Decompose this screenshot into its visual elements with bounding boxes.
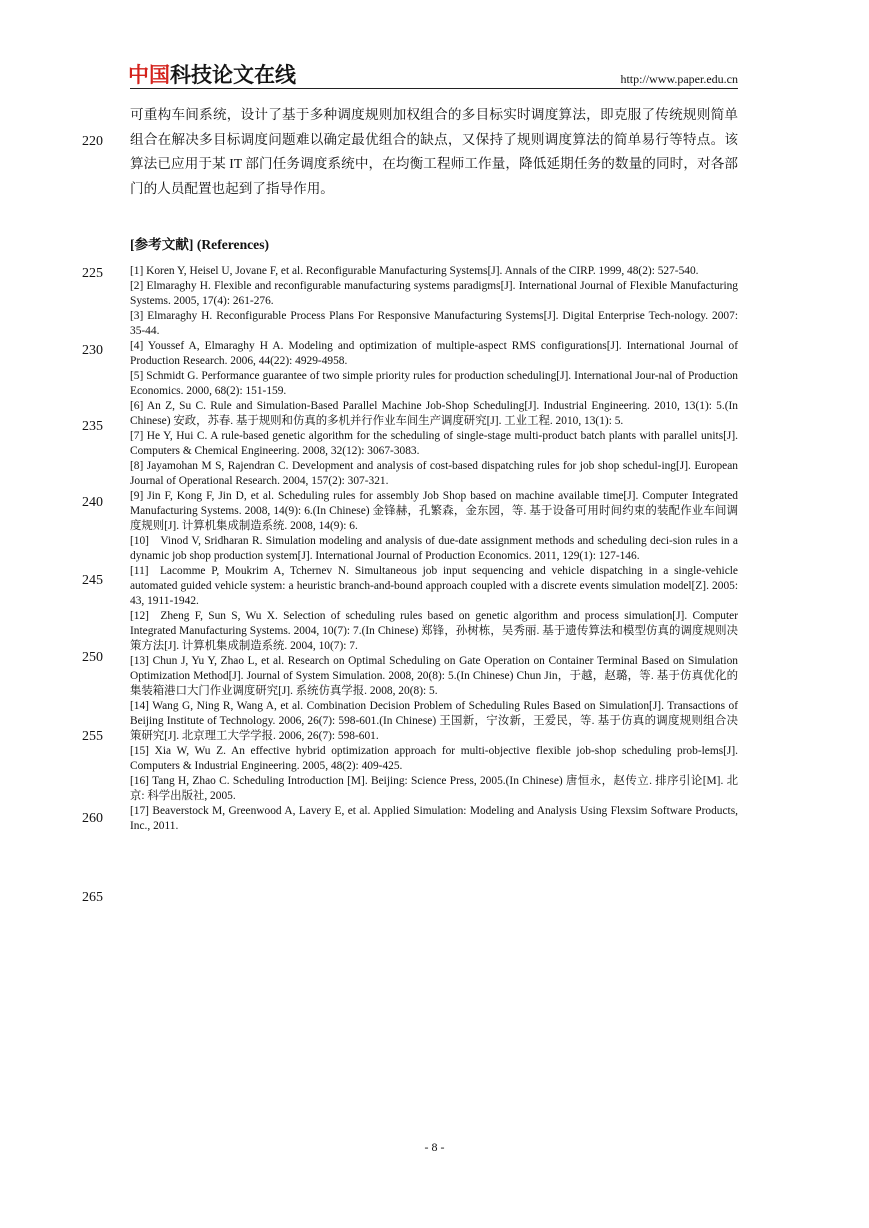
reference-item: [13] Chun J, Yu Y, Zhao L, et al. Research on Optimal Scheduling on Gate Operation on Container Terminal Based on Simulation Optimization Method[J]. Journal of System Simulation. 2008, 20(8): 5.(In Chinese) Chun Jin，于越，赵璐，等. 基于仿真优化的集装箱港口大门作业调度研究[J]. 系统仿真学报. 2008, 20(8): 5. [130,655,738,697]
line-number: 265 [82,890,103,905]
header-url[interactable]: http://www.paper.edu.cn [620,72,738,86]
reference-item: [4] Youssef A, Elmaraghy H A. Modeling and optimization of multiple-aspect RMS configurations[J]. International Journal of Production Research. 2006, 44(22): 4929-4958. [130,340,738,367]
line-number: 225 [82,266,103,281]
reference-item: [2] Elmaraghy H. Flexible and reconfigurable manufacturing systems paradigms[J]. International Journal of Flexible Manufacturing Systems. 2005, 17(4): 261-276. [130,280,738,307]
reference-item: [12] Zheng F, Sun S, Wu X. Selection of scheduling rules based on genetic algorithm and process simulation[J]. Computer Integrated Manufacturing Systems. 2004, 10(7): 7.(In Chinese) 郑锋，孙树栋，吴秀丽. 基于遗传算法和模型仿真的调度规则决策方法[J]. 计算机集成制造系统. 2004, 10(7): 7. [130,610,738,652]
line-number: 260 [82,811,103,826]
references-heading: [参考文献] (References) [130,237,270,252]
references-list [130,264,738,834]
line-number: 240 [82,495,103,510]
header-rule [130,88,738,89]
reference-item: [10] Vinod V, Sridharan R. Simulation modeling and analysis of due-date assignment methods and scheduling deci-sion rules in a dynamic job shop production system[J]. International Journal of Production Economics. 2011, 129(1): 127-146. [130,535,738,562]
reference-item: [5] Schmidt G. Performance guarantee of two simple priority rules for production scheduling[J]. International Jour-nal of Production Economics. 2000, 68(2): 151-159. [130,370,738,397]
reference-item: [3] Elmaraghy H. Reconfigurable Process Plans For Responsive Manufacturing Systems[J]. Digital Enterprise Tech-nology. 2007: 35-44. [130,310,738,337]
body-paragraph: 可重构车间系统，设计了基于多种调度规则加权组合的多目标实时调度算法，即克服了传统规则简单组合在解决多目标调度问题难以确定最优组合的缺点，又保持了规则调度算法的简单易行等特点。该算法已应用于某 IT 部门任务调度系统中，在均衡工程师工作量，降低延期任务的数量的同时，对各部门的人员配置也起到了指导作用。 [130,107,738,197]
reference-item: [8] Jayamohan M S, Rajendran C. Development and analysis of cost-based dispatching rules for job shop schedul-ing[J]. European Journal of Operational Research. 2004, 157(2): 307-321. [130,460,738,487]
reference-item: [7] He Y, Hui C. A rule-based genetic algorithm for the scheduling of single-stage multi-product batch plants with parallel units[J]. Computers & Chemical Engineering. 2008, 32(12): 3067-3083. [130,430,738,457]
header-logo [128,62,318,88]
line-number: 245 [82,573,103,588]
reference-item: [15] Xia W, Wu Z. An effective hybrid optimization approach for multi-objective flexible job-shop scheduling prob-lems[J]. Computers & Industrial Engineering. 2005, 48(2): 409-425. [130,745,738,772]
reference-item: [1] Koren Y, Heisel U, Jovane F, et al. Reconfigurable Manufacturing Systems[J]. Annals of the CIRP. 1999, 48(2): 527-540. [130,265,699,277]
reference-item: [11] Lacomme P, Moukrim A, Tchernev N. Simultaneous job input sequencing and vehicle dispatching in a single-vehicle automated guided vehicle system: a heuristic branch-and-bound approach coupled with a discrete events simulation model[Z]. 2005: 43, 1911-1942. [130,565,738,607]
reference-item: [17] Beaverstock M, Greenwood A, Lavery E, et al. Applied Simulation: Modeling and Analysis Using Flexsim Software Products, Inc., 2011. [130,805,738,832]
line-number: 255 [82,729,103,744]
page-number: - 8 - [424,1140,445,1154]
logo-red-text: 中国 [128,63,170,87]
reference-item: [9] Jin F, Kong F, Jin D, et al. Scheduling rules for assembly Job Shop based on machine available time[J]. Computer Integrated Manufacturing Systems. 2008, 14(9): 6.(In Chinese) 金锋赫，孔繁森，金东园，等. 基于设备可用时间约束的装配作业车间调度规则[J]. 计算机集成制造系统. 2008, 14(9): 6. [130,490,738,532]
line-number: 235 [82,419,103,434]
reference-item: [14] Wang G, Ning R, Wang A, et al. Combination Decision Problem of Scheduling Rules Based on Simulation[J]. Transactions of Beijing Institute of Technology. 2006, 26(7): 598-601.(In Chinese) 王国新，宁汝新，王爱民，等. 基于仿真的调度规则组合决策研究[J]. 北京理工大学学报. 2006, 26(7): 598-601. [130,700,738,742]
line-number: 230 [82,343,103,358]
line-number: 250 [82,650,103,665]
line-number: 220 [82,134,103,149]
reference-item: [6] An Z, Su C. Rule and Simulation-Based Parallel Machine Job-Shop Scheduling[J]. Industrial Engineering. 2010, 13(1): 5.(In Chinese) 安政，苏春. 基于规则和仿真的多机并行作业车间生产调度研究[J]. 工业工程. 2010, 13(1): 5. [130,400,738,427]
reference-item: [16] Tang H, Zhao C. Scheduling Introduction [M]. Beijing: Science Press, 2005.(In Chinese) 唐恒永，赵传立. 排序引论[M]. 北京: 科学出版社, 2005. [130,775,738,802]
logo-black-text: 科技论文在线 [170,63,296,87]
